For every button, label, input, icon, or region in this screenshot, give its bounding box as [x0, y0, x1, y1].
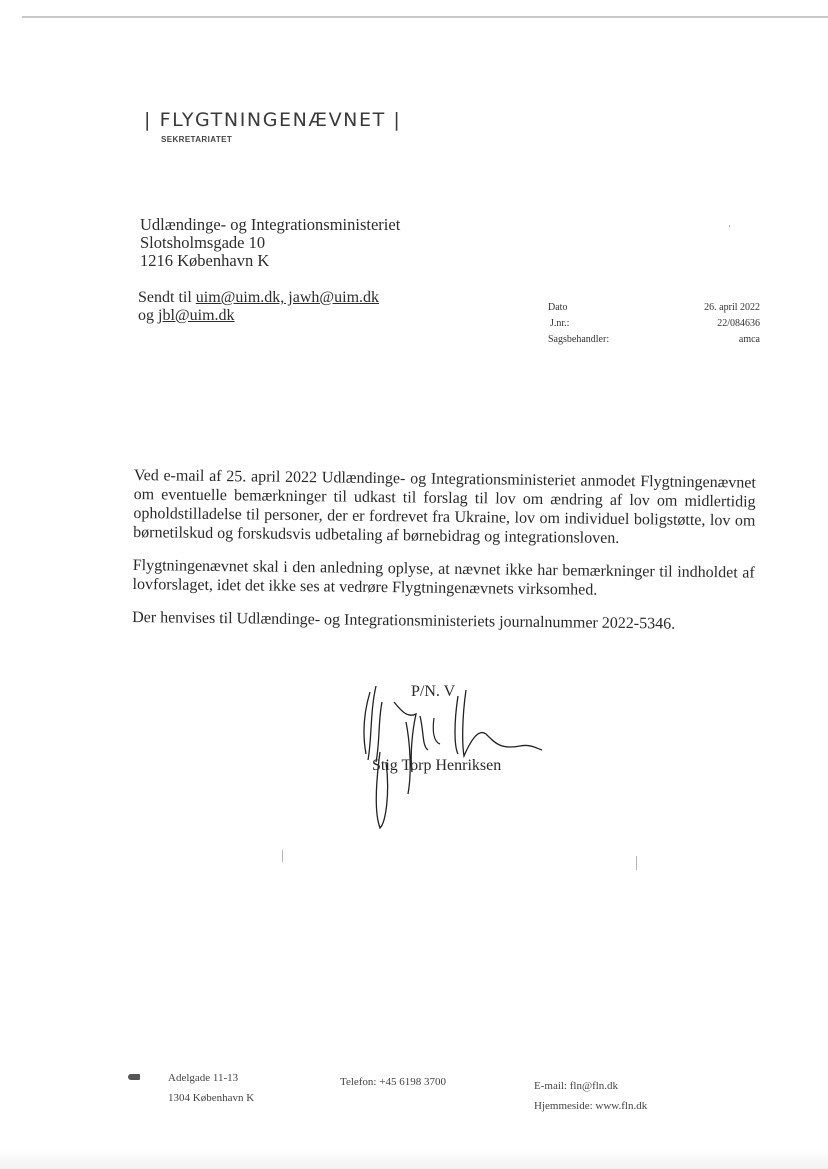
body-paragraph-3: Der henvises til Udlændinge- og Integrationsministeriets journalnummer 2022-5346.: [132, 608, 676, 633]
footer-phone: Telefon: +45 6198 3700: [340, 1076, 446, 1088]
signature-on-behalf: P/N. V: [411, 683, 456, 700]
meta-date-label: Dato: [548, 302, 568, 313]
footer-city: 1304 København K: [168, 1092, 255, 1104]
meta-jnr-row: [548, 318, 760, 334]
scan-speck: [636, 856, 637, 870]
footer-address: [168, 1068, 254, 1108]
meta-handler-row: [548, 334, 760, 350]
sent-to-emails-2: jbl@uim.dk: [158, 307, 235, 324]
recipient-address: [140, 216, 400, 270]
meta-jnr-value: 22/084636: [717, 318, 760, 329]
meta-date-value: 26. april 2022: [704, 302, 760, 313]
meta-handler-value: amca: [738, 334, 760, 345]
letterhead-logo: [144, 109, 402, 144]
scan-top-edge: [22, 16, 828, 18]
footer-bullet-icon: [128, 1074, 140, 1080]
footer-phone-block: [340, 1072, 446, 1092]
meta-date-row: [548, 302, 760, 318]
scan-speck: [282, 850, 283, 862]
letter-body: [132, 466, 756, 649]
letterhead-name: | FLYGTNINGENÆVNET |: [144, 109, 402, 131]
recipient-line-3: 1216 København K: [140, 251, 270, 270]
sent-to-emails-1: uim@uim.dk, jawh@uim.dk: [195, 289, 380, 306]
scan-bottom-edge: [0, 1150, 828, 1169]
case-meta: [548, 302, 760, 350]
sent-to-prefix: Sendt til: [138, 289, 196, 306]
body-paragraph-2: Flygtningenævnet skal i den anledning oplyse, at nævnet ikke har bemærkninger til indholdet af lovforslaget, idet det ikke ses at vedrøre Flygtningenævnets virksomhed.: [132, 556, 755, 599]
recipient-line-1: Udlændinge- og Integrationsministeriet: [140, 215, 401, 234]
recipient-line-2: Slotsholmsgade 10: [140, 233, 266, 252]
sent-to-line-1: [138, 289, 379, 307]
sent-to-block: [138, 289, 379, 325]
meta-jnr-label: J.nr.:: [550, 318, 570, 329]
signatory-name: Stig Torp Henriksen: [372, 757, 502, 774]
scan-speck: [729, 225, 730, 227]
footer-street: Adelgade 11-13: [168, 1072, 239, 1084]
letterhead-department: SEKRETARIATET: [161, 135, 233, 144]
footer-website: Hjemmeside: www.fln.dk: [534, 1100, 648, 1112]
body-paragraph-1: Ved e-mail af 25. april 2022 Udlændinge- og Integrationsministeriet anmodet Flygtningenævnet om eventuelle bemærkninger til udkast til forslag til lov om ændring af lov om midlertidig opholdstilladelse til personer, der er fordrevet fra Ukraine, lov om individuel boligstøtte, lov om børnetilskud og forskudsvis udbetaling af børnebidrag og integrationsloven.: [133, 466, 756, 547]
sent-to-prefix-2: og: [138, 307, 158, 324]
sent-to-line-2: [138, 307, 379, 325]
footer-contact: [534, 1076, 647, 1116]
footer-email: E-mail: fln@fln.dk: [534, 1080, 619, 1092]
meta-handler-label: Sagsbehandler:: [548, 334, 610, 345]
